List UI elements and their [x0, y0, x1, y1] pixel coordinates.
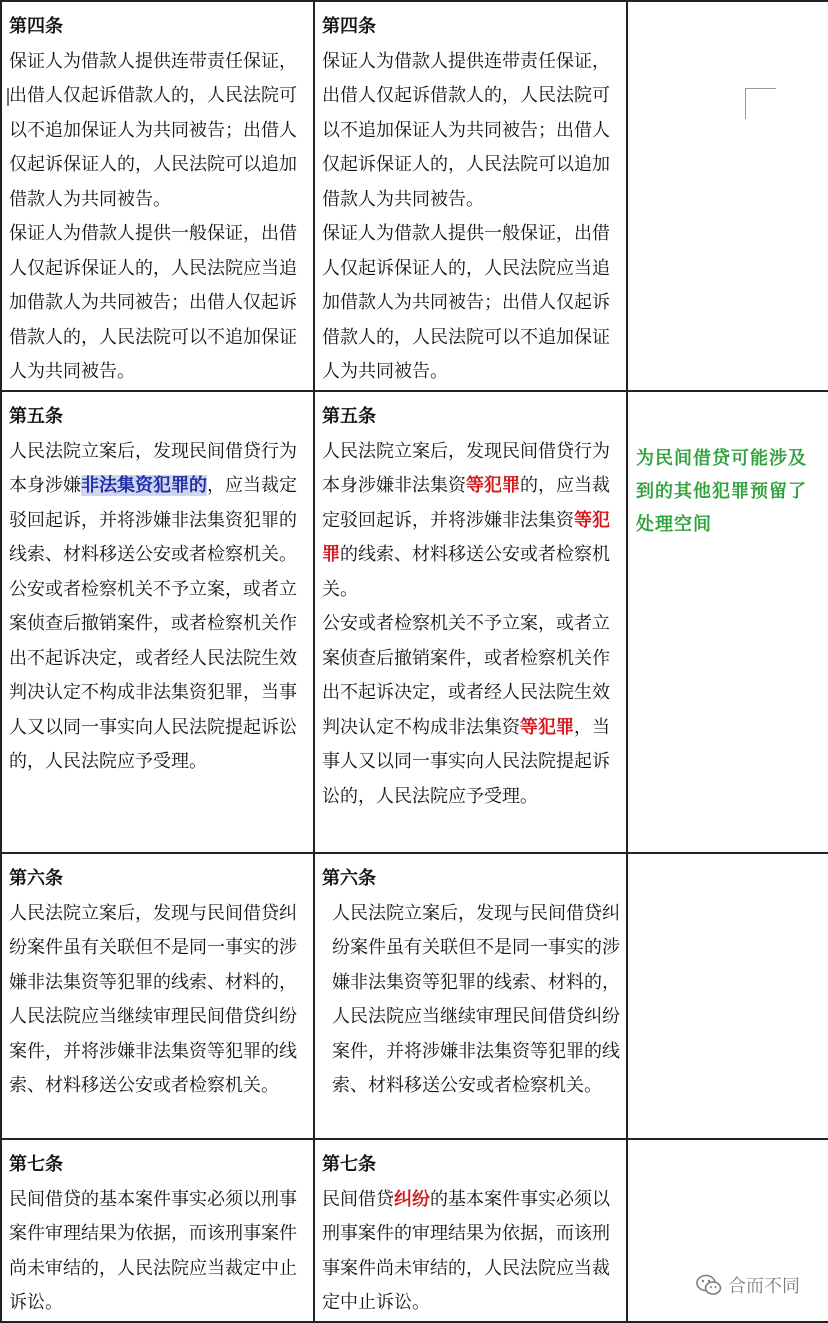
text-run: 人民法院立案后，发现民间借贷行为本身涉嫌非法集资 [322, 440, 610, 496]
text-run: 的线索、材料移送公安或者检察机关。 [322, 544, 610, 600]
table-row [1, 853, 828, 1139]
changed-text: 等犯罪 [520, 716, 574, 738]
article-title: 第七条 [9, 1154, 63, 1175]
article-title: 第六条 [9, 868, 63, 889]
text-cursor-mark [7, 88, 9, 106]
old-text-cell [1, 391, 314, 853]
article-paragraph: 公安或者检察机关不予立案，或者立案侦查后撤销案件，或者检察机关作出不起诉决定，或者经人民法院生效判决认定不构成非法集资犯罪，当事人又以同一事实向人民法院提起诉讼的，人民法院应予受理。 [9, 578, 297, 772]
text-run: 公安或者检察机关不予立案，或者立案侦查后撤销案件，或者检察机关作出不起诉决定，或者经人民法院生效判决认定不构成非法集资 [322, 613, 610, 738]
old-text-cell [1, 853, 314, 1139]
article-paragraph: 人民法院立案后，发现与民间借贷纠纷案件虽有关联但不是同一事实的涉嫌非法集资等犯罪的线索、材料的，人民法院应当继续审理民间借贷纠纷案件，并将涉嫌非法集资等犯罪的线索、材料移送公安或者检察机关。 [9, 902, 297, 1096]
old-text-cell [1, 1139, 314, 1322]
watermark-text: 合而不同 [728, 1276, 800, 1297]
text-run: 的基本案件事实必须以刑事案件的审理结果为依据，而该刑事案件尚未审结的，人民法院应当裁定中止诉讼。 [322, 1188, 610, 1313]
text-run: 民间借贷 [322, 1188, 394, 1210]
article-paragraph [322, 1183, 620, 1321]
table-row [1, 1, 828, 391]
article-paragraph: 保证人为借款人提供一般保证，出借人仅起诉保证人的，人民法院应当追加借款人为共同被告；出借人仅起诉借款人的，人民法院可以不追加保证人为共同被告。 [322, 223, 610, 382]
note-cell [627, 391, 828, 853]
new-text-cell [314, 1139, 627, 1322]
watermark [696, 1272, 800, 1298]
new-text-cell [314, 853, 627, 1139]
page-corner-mark [745, 88, 776, 119]
text-run: 的，应当裁定驳回起诉，并将涉嫌非法集资 [322, 475, 610, 531]
table-row [1, 391, 828, 853]
new-text-cell [314, 1, 627, 391]
text-run: ，当事人又以同一事实向人民法院提起诉讼的，人民法院应予受理。 [322, 716, 610, 807]
old-text-cell [1, 1, 314, 391]
article-title: 第五条 [322, 406, 376, 427]
text-run: ，应当裁定驳回起诉，并将涉嫌非法集资犯罪的线索、材料移送公安或者检察机关。 [9, 475, 297, 565]
note-cell [627, 853, 828, 1139]
article-title: 第六条 [322, 868, 376, 889]
note-cell [627, 1, 828, 391]
article-title: 第四条 [9, 16, 63, 37]
changed-text: 纠纷 [394, 1188, 430, 1210]
article-paragraph [9, 435, 307, 573]
article-paragraph: 保证人为借款人提供连带责任保证，出借人仅起诉借款人的，人民法院可以不追加保证人为共同被告；出借人仅起诉保证人的，人民法院可以追加借款人为共同被告。 [9, 50, 297, 210]
article-title: 第七条 [322, 1154, 376, 1175]
article-paragraph [322, 435, 620, 608]
note-text: 为民间借贷可能涉及到的其他犯罪预留了处理空间 [636, 448, 807, 535]
article-paragraph: 保证人为借款人提供连带责任保证，出借人仅起诉借款人的，人民法院可以不追加保证人为共同被告；出借人仅起诉保证人的，人民法院可以追加借款人为共同被告。 [322, 50, 610, 210]
article-title: 第四条 [322, 16, 376, 37]
text-run: 人民法院立案后，发现民间借贷行为本身涉嫌 [9, 440, 297, 496]
article-paragraph: 保证人为借款人提供一般保证，出借人仅起诉保证人的，人民法院应当追加借款人为共同被告；出借人仅起诉借款人的，人民法院可以不追加保证人为共同被告。 [9, 223, 297, 382]
article-paragraph [322, 607, 620, 814]
wechat-icon [696, 1274, 722, 1296]
article-paragraph: 人民法院立案后，发现与民间借贷纠纷案件虽有关联但不是同一事实的涉嫌非法集资等犯罪的线索、材料的，人民法院应当继续审理民间借贷纠纷案件，并将涉嫌非法集资等犯罪的线索、材料移送公安或者检察机关。 [332, 902, 620, 1096]
changed-text: 等犯罪 [466, 475, 520, 496]
changed-text: 等犯罪 [322, 509, 610, 565]
article-title: 第五条 [9, 406, 63, 427]
new-text-cell [314, 391, 627, 853]
highlighted-text: 非法集资犯罪的 [81, 475, 207, 496]
article-paragraph: 民间借贷的基本案件事实必须以刑事案件审理结果为依据，而该刑事案件尚未审结的，人民法院应当裁定中止诉讼。 [9, 1188, 297, 1313]
